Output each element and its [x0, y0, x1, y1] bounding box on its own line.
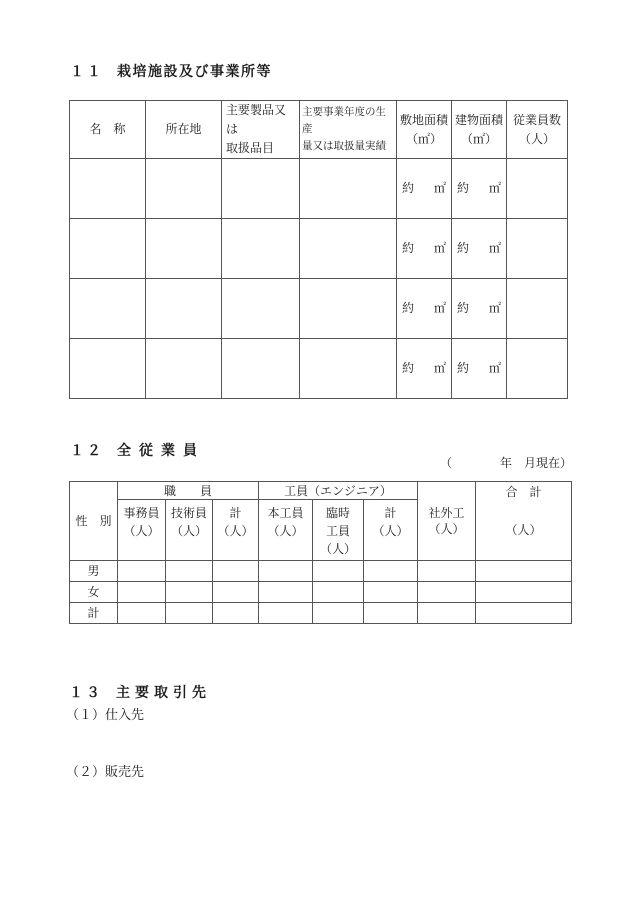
employees-group-header-row — [70, 482, 572, 500]
header-outside-workers-line2: （人） — [428, 522, 465, 536]
employees-row-male — [70, 561, 572, 582]
empty-cell — [476, 603, 572, 624]
header-staff-total-line2: （人） — [217, 524, 254, 538]
header-location: 所在地 — [146, 101, 222, 159]
sales-destinations-item: （２）販売先 — [66, 764, 145, 779]
header-building-area-line2: （㎡） — [460, 131, 497, 146]
name-cell — [70, 339, 146, 399]
sqm-unit: ㎡ — [488, 361, 501, 375]
header-temp-workers-line3: （人） — [320, 542, 357, 556]
empty-cell — [418, 582, 476, 603]
header-employee-count-line2: （人） — [518, 131, 555, 146]
site-area-cell — [397, 219, 452, 279]
approx-label: 約 — [402, 181, 415, 195]
empty-cell — [259, 561, 313, 582]
products-cell — [222, 219, 300, 279]
header-staff-total — [213, 500, 259, 561]
sqm-unit: ㎡ — [433, 241, 446, 255]
as-of-date: （ 年 月現在） — [439, 456, 572, 470]
name-cell — [70, 279, 146, 339]
empty-cell — [476, 582, 572, 603]
employee-count-cell — [507, 219, 568, 279]
approx-label: 約 — [402, 361, 415, 375]
empty-cell — [364, 561, 418, 582]
header-products-line1: 主要製品又は — [226, 103, 287, 136]
name-cell — [70, 219, 146, 279]
header-sex: 性 別 — [70, 482, 118, 561]
volume-cell — [300, 339, 397, 399]
site-area-cell — [397, 159, 452, 219]
building-area-cell — [452, 219, 507, 279]
section-13-number: １３ — [69, 684, 103, 700]
header-main-workers-line1: 本工員 — [267, 506, 304, 520]
empty-cell — [118, 561, 166, 582]
building-area-cell — [452, 339, 507, 399]
building-area-cell — [452, 159, 507, 219]
empty-cell — [118, 603, 166, 624]
empty-cell — [418, 603, 476, 624]
header-clerical-line1: 事務員 — [123, 506, 160, 520]
empty-cell — [213, 603, 259, 624]
empty-cell — [476, 561, 572, 582]
products-cell — [222, 339, 300, 399]
header-building-area-line1: 建物面積 — [454, 112, 503, 127]
sqm-unit: ㎡ — [488, 241, 501, 255]
section-11-number: １１ — [70, 63, 104, 79]
empty-cell — [364, 582, 418, 603]
row-label-total: 計 — [70, 603, 118, 624]
header-site-area — [397, 101, 452, 159]
employees-row-total — [70, 603, 572, 624]
header-main-workers — [259, 500, 313, 561]
employees-row-female — [70, 582, 572, 603]
approx-label: 約 — [457, 361, 470, 375]
employee-count-cell — [507, 159, 568, 219]
sqm-unit: ㎡ — [433, 361, 446, 375]
approx-label: 約 — [457, 181, 470, 195]
section-13-heading — [69, 684, 211, 701]
sqm-unit: ㎡ — [488, 301, 501, 315]
header-volume-line2: 量又は取扱量実績 — [302, 141, 386, 152]
employee-count-cell — [507, 339, 568, 399]
header-workers-total-line2: （人） — [372, 524, 409, 538]
employee-count-cell — [507, 279, 568, 339]
facilities-data-row-3 — [70, 279, 568, 339]
header-volume-line1: 主要事業年度の生産 — [302, 107, 386, 135]
employees-table — [69, 481, 572, 624]
location-cell — [146, 339, 222, 399]
empty-cell — [166, 603, 213, 624]
header-workers-group: 工員（エンジニア） — [259, 482, 418, 500]
header-outside-workers-line1: 社外工 — [428, 506, 465, 520]
products-cell — [222, 279, 300, 339]
empty-cell — [166, 561, 213, 582]
approx-label: 約 — [402, 301, 415, 315]
facilities-data-row-2 — [70, 219, 568, 279]
sqm-unit: ㎡ — [488, 181, 501, 195]
row-label-female: 女 — [70, 582, 118, 603]
building-area-cell — [452, 279, 507, 339]
header-building-area — [452, 101, 507, 159]
site-area-cell — [397, 279, 452, 339]
header-employee-count-line1: 従業員数 — [512, 112, 561, 127]
header-workers-total-line1: 計 — [384, 506, 397, 520]
header-volume — [300, 101, 397, 159]
header-technical-line2: （人） — [170, 524, 207, 538]
location-cell — [146, 279, 222, 339]
empty-cell — [364, 603, 418, 624]
empty-cell — [313, 603, 364, 624]
volume-cell — [300, 279, 397, 339]
header-grand-total-line1: 合 計 — [505, 485, 542, 499]
header-workers-total — [364, 500, 418, 561]
header-temp-workers-line1: 臨時 — [326, 506, 351, 520]
approx-label: 約 — [457, 241, 470, 255]
location-cell — [146, 219, 222, 279]
section-12-title: 全従業員 — [117, 442, 205, 458]
facilities-header-row — [70, 101, 568, 159]
header-site-area-line1: 敷地面積 — [399, 112, 448, 127]
section-12-number: １２ — [70, 442, 104, 458]
header-grand-total-line2: （人） — [505, 523, 542, 537]
facilities-data-row-4 — [70, 339, 568, 399]
empty-cell — [213, 561, 259, 582]
section-11-heading — [70, 63, 272, 80]
header-employee-count — [507, 101, 568, 159]
facilities-data-row-1 — [70, 159, 568, 219]
header-products — [222, 101, 300, 159]
header-technical — [166, 500, 213, 561]
location-cell — [146, 159, 222, 219]
volume-cell — [300, 219, 397, 279]
header-temp-workers-line2: 工員 — [326, 524, 351, 538]
empty-cell — [166, 582, 213, 603]
header-name: 名 称 — [70, 101, 146, 159]
row-label-male: 男 — [70, 561, 118, 582]
suppliers-item: （１）仕入先 — [66, 707, 145, 722]
header-temp-workers — [313, 500, 364, 561]
header-outside-workers — [418, 482, 476, 561]
volume-cell — [300, 159, 397, 219]
empty-cell — [418, 561, 476, 582]
header-main-workers-line2: （人） — [267, 524, 304, 538]
empty-cell — [118, 582, 166, 603]
name-cell — [70, 159, 146, 219]
site-area-cell — [397, 339, 452, 399]
header-clerical — [118, 500, 166, 561]
empty-cell — [313, 582, 364, 603]
approx-label: 約 — [402, 241, 415, 255]
approx-label: 約 — [457, 301, 470, 315]
header-products-line2: 取扱品目 — [226, 141, 275, 155]
section-13-title: 主要取引先 — [116, 684, 211, 700]
empty-cell — [313, 561, 364, 582]
header-clerical-line2: （人） — [123, 524, 160, 538]
products-cell — [222, 159, 300, 219]
section-11-title: 栽培施設及び事業所等 — [117, 63, 272, 79]
sqm-unit: ㎡ — [433, 181, 446, 195]
empty-cell — [213, 582, 259, 603]
header-technical-line1: 技術員 — [170, 506, 207, 520]
sqm-unit: ㎡ — [433, 301, 446, 315]
facilities-table — [69, 100, 568, 399]
header-site-area-line2: （㎡） — [405, 131, 442, 146]
section-12-heading — [70, 442, 205, 459]
empty-cell — [259, 582, 313, 603]
header-staff-group: 職 員 — [118, 482, 259, 500]
empty-cell — [259, 603, 313, 624]
header-staff-total-line1: 計 — [229, 506, 242, 520]
header-grand-total — [476, 482, 572, 561]
